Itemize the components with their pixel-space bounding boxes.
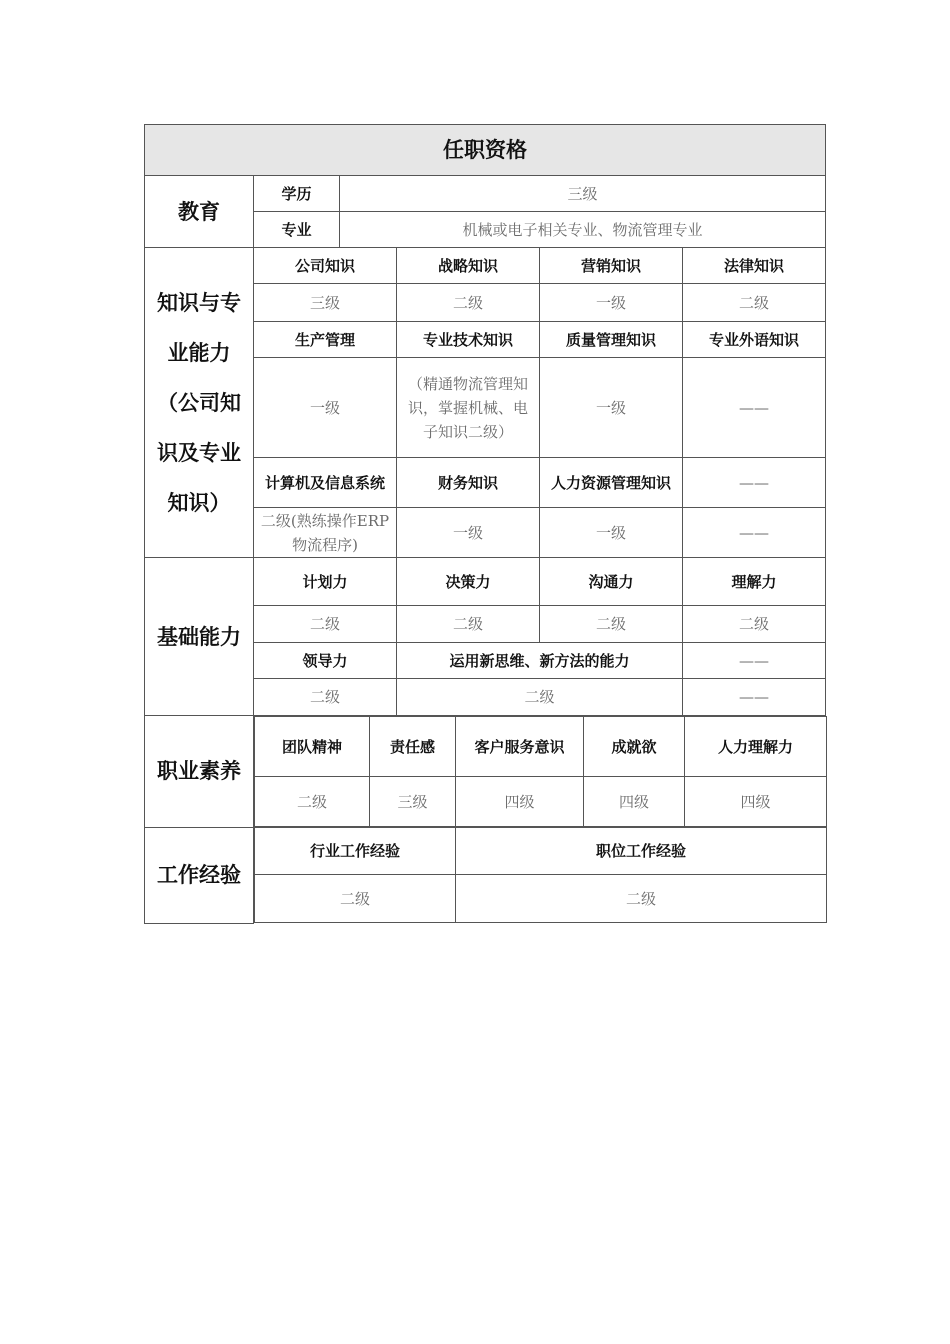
knowledge-header: 战略知识: [397, 248, 540, 284]
experience-value: 二级: [255, 875, 456, 923]
degree-value: 三级: [340, 176, 826, 212]
degree-label: 学历: [254, 176, 340, 212]
professional-value: 四级: [584, 777, 685, 827]
professional-header: 成就欲: [584, 717, 685, 777]
professional-header: 团队精神: [255, 717, 370, 777]
knowledge-value: 二级: [683, 284, 826, 322]
experience-block: [254, 827, 826, 923]
table-title: 任职资格: [145, 125, 826, 176]
knowledge-value: 二级(熟练操作ERP物流程序): [254, 508, 397, 558]
knowledge-value: 一级: [540, 284, 683, 322]
basic-header: 理解力: [683, 558, 826, 606]
knowledge-header: 公司知识: [254, 248, 397, 284]
knowledge-header: 计算机及信息系统: [254, 458, 397, 508]
professional-value: 四级: [685, 777, 827, 827]
qualification-table: [144, 124, 826, 924]
basic-header: 计划力: [254, 558, 397, 606]
qualification-sheet: [144, 124, 825, 924]
basic-value: 二级: [540, 606, 683, 643]
education-label: 教育: [145, 176, 254, 248]
knowledge-value: 二级: [397, 284, 540, 322]
professional-value: 三级: [370, 777, 456, 827]
professional-header: 人力理解力: [685, 717, 827, 777]
major-value: 机械或电子相关专业、物流管理专业: [340, 212, 826, 248]
basic-header: ——: [683, 643, 826, 679]
knowledge-header: 营销知识: [540, 248, 683, 284]
knowledge-value: 三级: [254, 284, 397, 322]
professional-table: [254, 716, 827, 827]
professional-block: [254, 716, 826, 828]
professional-header: 责任感: [370, 717, 456, 777]
knowledge-value: （精通物流管理知识，掌握机械、电子知识二级）: [397, 358, 540, 458]
professional-value: 二级: [255, 777, 370, 827]
professional-header: 客户服务意识: [456, 717, 584, 777]
professional-value: 四级: [456, 777, 584, 827]
knowledge-value: 一级: [540, 358, 683, 458]
professional-label: 职业素养: [145, 716, 254, 828]
knowledge-value: ——: [683, 508, 826, 558]
experience-value: 二级: [456, 875, 827, 923]
basic-header: 运用新思维、新方法的能力: [397, 643, 683, 679]
basic-value: 二级: [254, 606, 397, 643]
knowledge-header: 生产管理: [254, 322, 397, 358]
major-label: 专业: [254, 212, 340, 248]
basic-value: ——: [683, 679, 826, 716]
knowledge-value: 一级: [397, 508, 540, 558]
basic-value: 二级: [397, 606, 540, 643]
basic-value: 二级: [683, 606, 826, 643]
knowledge-label: 知识与专业能力（公司知识及专业知识）: [145, 248, 254, 558]
knowledge-header: 质量管理知识: [540, 322, 683, 358]
basic-label: 基础能力: [145, 558, 254, 716]
basic-value: 二级: [397, 679, 683, 716]
basic-header: 决策力: [397, 558, 540, 606]
knowledge-header: 法律知识: [683, 248, 826, 284]
knowledge-header: 人力资源管理知识: [540, 458, 683, 508]
knowledge-value: ——: [683, 358, 826, 458]
basic-header: 领导力: [254, 643, 397, 679]
experience-header: 行业工作经验: [255, 828, 456, 875]
basic-value: 二级: [254, 679, 397, 716]
knowledge-header: 专业外语知识: [683, 322, 826, 358]
experience-label: 工作经验: [145, 827, 254, 923]
experience-header: 职位工作经验: [456, 828, 827, 875]
knowledge-header: 专业技术知识: [397, 322, 540, 358]
experience-table: [254, 827, 827, 923]
basic-header: 沟通力: [540, 558, 683, 606]
knowledge-header: 财务知识: [397, 458, 540, 508]
knowledge-value: 一级: [254, 358, 397, 458]
knowledge-value: 一级: [540, 508, 683, 558]
knowledge-header: ——: [683, 458, 826, 508]
